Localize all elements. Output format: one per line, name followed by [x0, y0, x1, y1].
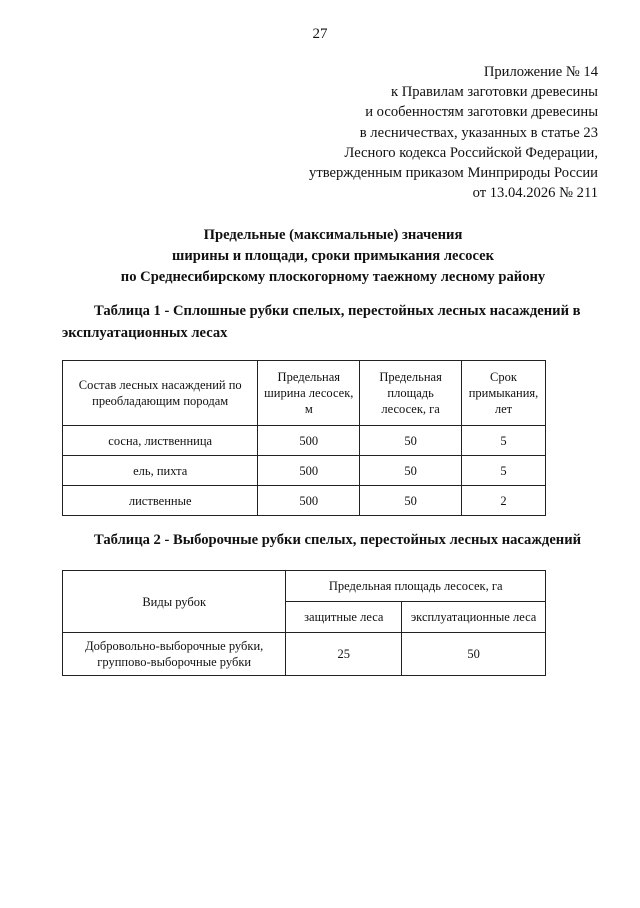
appendix-line: Лесного кодекса Российской Федерации, — [344, 144, 598, 161]
table2-header-area: Предельная площадь лесосек, га — [286, 571, 546, 602]
table1-header-composition: Состав лесных насаждений по преобладающим породам — [63, 361, 258, 426]
table-cell: 500 — [258, 486, 360, 516]
table-cell: 5 — [462, 426, 546, 456]
table-cell: 500 — [258, 456, 360, 486]
table-cell: Добровольно-выборочные рубки, групповo-выборочные рубки — [63, 633, 286, 676]
document-title — [0, 225, 640, 288]
table-cell: ель, пихта — [63, 456, 258, 486]
table-cell: 25 — [286, 633, 402, 676]
appendix-line: от 13.04.2026 № 211 — [472, 185, 598, 202]
table-cell: 50 — [360, 486, 462, 516]
table-cell: 50 — [402, 633, 546, 676]
table-cell: 50 — [360, 426, 462, 456]
table2 — [62, 570, 546, 676]
title-line: Предельные (максимальные) значения — [203, 227, 463, 243]
title-line: ширины и площади, сроки примыкания лесосек — [172, 248, 494, 264]
table1 — [62, 360, 546, 516]
table-row — [63, 426, 546, 456]
table2-header-row — [63, 571, 546, 602]
table1-header-term: Срок примыкания, лет — [462, 361, 546, 426]
page-number: 27 — [312, 26, 328, 42]
appendix-line: утвержденным приказом Минприроды России — [309, 165, 598, 182]
table-cell: сосна, лиственница — [63, 426, 258, 456]
table2-subheader-protective: защитные леса — [286, 602, 402, 633]
appendix-block — [309, 62, 598, 203]
table1-header-width: Предельная ширина лесосек, м — [258, 361, 360, 426]
table-cell: 5 — [462, 456, 546, 486]
table-row — [63, 486, 546, 516]
table2-caption: Таблица 2 - Выборочные рубки спелых, перестойных лесных насаждений — [94, 532, 582, 548]
appendix-line: Приложение № 14 — [483, 64, 598, 80]
table-cell: лиственные — [63, 486, 258, 516]
table-cell: 50 — [360, 456, 462, 486]
table2-subheader-exploitation: эксплуатационные леса — [402, 602, 546, 633]
table1-caption: Таблица 1 - Сплошные рубки спелых, перестойных лесных насаждений в эксплуатационных лесах — [62, 303, 581, 341]
table2-header-type: Виды рубок — [63, 571, 286, 633]
title-line: по Среднесибирскому плоскогорному таежному лесному району — [120, 269, 546, 285]
table-cell: 500 — [258, 426, 360, 456]
table1-header-area: Предельная площадь лесосек, га — [360, 361, 462, 426]
table-cell: 2 — [462, 486, 546, 516]
appendix-line: и особенностям заготовки древесины — [365, 104, 598, 121]
table-row — [63, 633, 546, 676]
appendix-line: к Правилам заготовки древесины — [390, 84, 598, 101]
table1-header-row — [63, 361, 546, 426]
appendix-line: в лесничествах, указанных в статье 23 — [359, 124, 598, 141]
table-row — [63, 456, 546, 486]
